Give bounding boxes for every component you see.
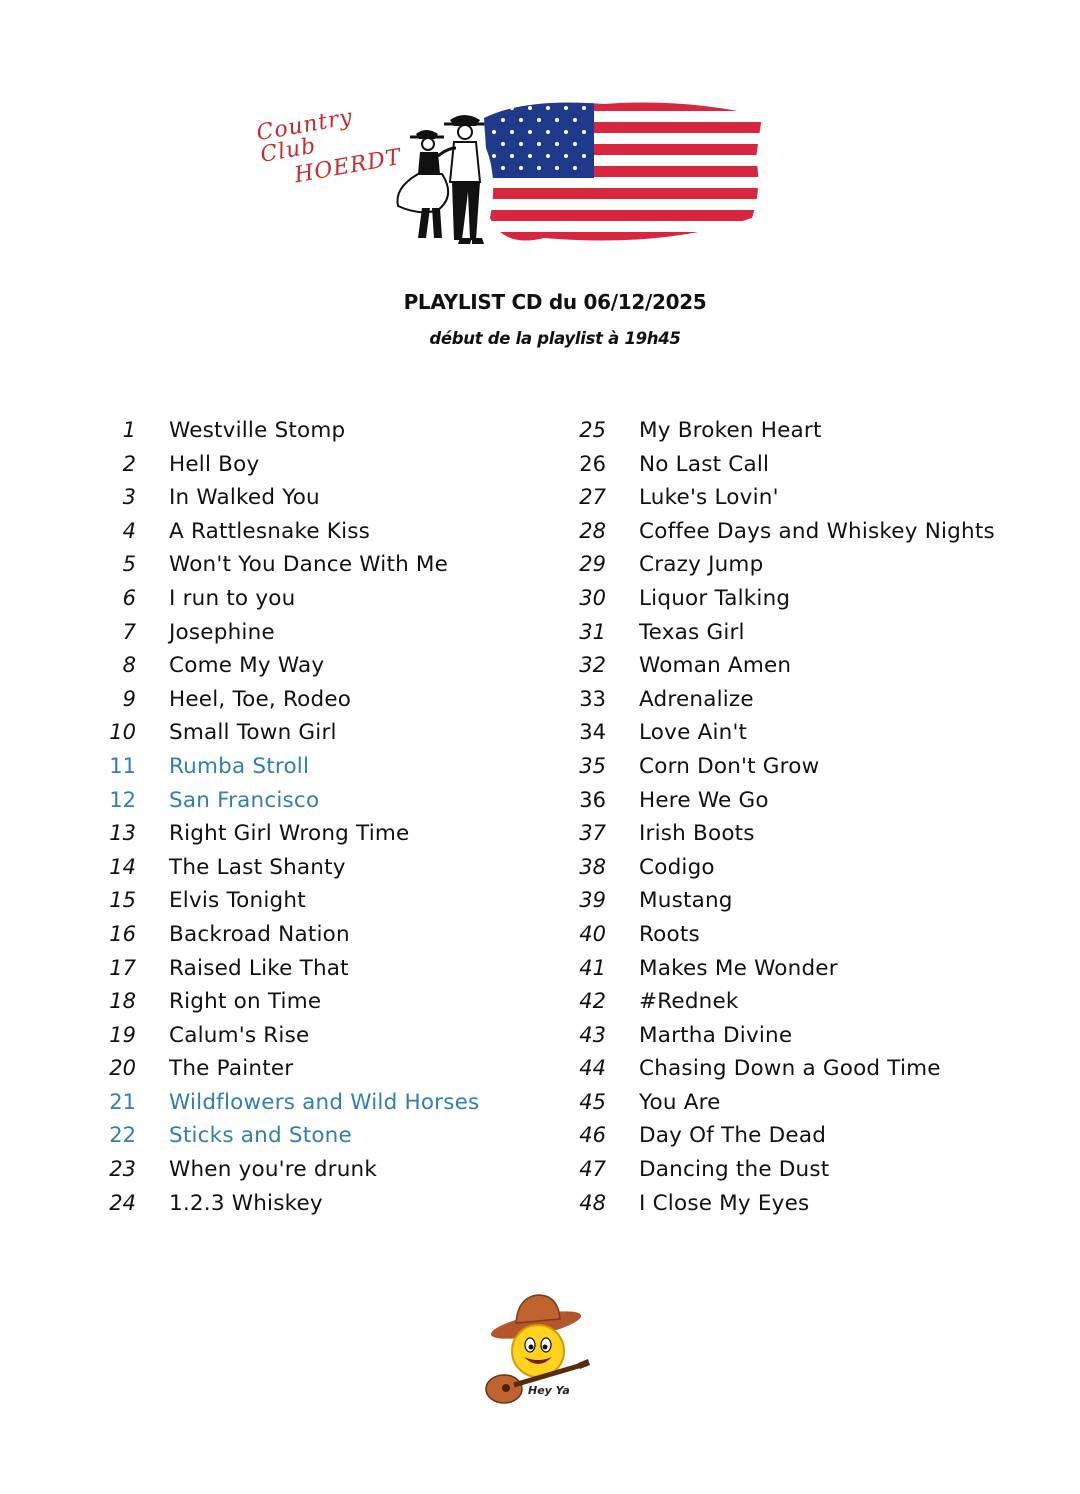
song-title: Won't You Dance With Me bbox=[169, 552, 449, 578]
track-number: 3 bbox=[122, 485, 136, 510]
track-number: 13 bbox=[109, 821, 136, 846]
playlist-row bbox=[0, 1153, 1080, 1187]
playlist-right-column bbox=[0, 414, 1080, 1220]
playlist-row bbox=[0, 851, 1080, 885]
song-title: Sticks and Stone bbox=[169, 1123, 352, 1149]
track-number: 1 bbox=[122, 418, 136, 442]
song-title: The Painter bbox=[169, 1056, 294, 1082]
track-number: 42 bbox=[579, 989, 606, 1014]
track-number: 37 bbox=[579, 821, 606, 846]
club-logo bbox=[250, 88, 770, 258]
playlist-row bbox=[0, 1019, 1080, 1053]
track-number: 14 bbox=[109, 854, 136, 879]
song-title: Here We Go bbox=[639, 787, 769, 813]
track-number: 2 bbox=[122, 451, 136, 476]
playlist-row bbox=[0, 548, 1080, 582]
song-title: Westville Stomp bbox=[169, 418, 346, 443]
track-number: 5 bbox=[122, 552, 136, 577]
song-title: Heel, Toe, Rodeo bbox=[169, 686, 352, 712]
playlist-row bbox=[0, 985, 1080, 1019]
track-number: 32 bbox=[579, 653, 606, 678]
track-number: 20 bbox=[109, 1056, 136, 1081]
track-number: 15 bbox=[109, 888, 136, 913]
playlist-row bbox=[0, 683, 1080, 717]
song-title: When you're drunk bbox=[169, 1157, 378, 1183]
song-title: Liquor Talking bbox=[639, 585, 791, 611]
playlist-row bbox=[0, 817, 1080, 851]
song-title: Mustang bbox=[639, 888, 733, 914]
playlist-row bbox=[0, 952, 1080, 986]
track-number: 45 bbox=[579, 1089, 606, 1114]
song-title: Chasing Down a Good Time bbox=[639, 1056, 941, 1082]
song-title: I Close My Eyes bbox=[639, 1190, 810, 1216]
track-number: 17 bbox=[109, 955, 136, 980]
song-title: Right on Time bbox=[169, 989, 322, 1015]
playlist-row bbox=[0, 884, 1080, 918]
track-number: 16 bbox=[109, 921, 136, 946]
song-title: My Broken Heart bbox=[639, 418, 822, 443]
page-title: PLAYLIST CD du 06/12/2025 bbox=[403, 290, 707, 314]
track-number: 40 bbox=[579, 921, 606, 946]
song-title: Dancing the Dust bbox=[639, 1157, 830, 1183]
playlist-row bbox=[0, 716, 1080, 750]
song-title: Coffee Days and Whiskey Nights bbox=[639, 518, 995, 544]
track-number: 44 bbox=[579, 1056, 606, 1081]
song-title: Codigo bbox=[639, 854, 715, 880]
song-title: Crazy Jump bbox=[639, 552, 764, 578]
playlist-row bbox=[0, 750, 1080, 784]
track-number: 8 bbox=[122, 653, 136, 678]
song-title: Rumba Stroll bbox=[169, 753, 310, 779]
song-title: Luke's Lovin' bbox=[639, 485, 779, 511]
song-title: No Last Call bbox=[639, 451, 770, 477]
song-title: Small Town Girl bbox=[169, 720, 337, 746]
track-number: 4 bbox=[122, 518, 136, 543]
track-number: 11 bbox=[109, 753, 136, 778]
song-title: Roots bbox=[639, 921, 700, 947]
song-title: Wildflowers and Wild Horses bbox=[169, 1089, 480, 1115]
playlist-row bbox=[0, 1086, 1080, 1120]
song-title: San Francisco bbox=[169, 787, 320, 813]
song-title: A Rattlesnake Kiss bbox=[169, 518, 371, 544]
song-title: Irish Boots bbox=[639, 821, 755, 847]
song-title: Right Girl Wrong Time bbox=[169, 821, 410, 847]
track-number: 34 bbox=[579, 720, 606, 745]
playlist-row bbox=[0, 616, 1080, 650]
track-number: 31 bbox=[579, 619, 606, 644]
song-title: Hell Boy bbox=[169, 451, 260, 477]
song-title: Calum's Rise bbox=[169, 1022, 310, 1048]
track-number: 46 bbox=[579, 1123, 606, 1148]
track-number: 27 bbox=[579, 485, 606, 510]
song-title: Raised Like That bbox=[169, 955, 349, 981]
track-number: 21 bbox=[109, 1089, 136, 1114]
track-number: 48 bbox=[579, 1190, 606, 1215]
playlist-row bbox=[0, 1119, 1080, 1153]
track-number: 18 bbox=[109, 989, 136, 1014]
track-number: 30 bbox=[579, 585, 606, 610]
song-title: I run to you bbox=[169, 585, 296, 611]
track-number: 6 bbox=[122, 585, 136, 610]
song-title: Elvis Tonight bbox=[169, 888, 306, 914]
playlist-row bbox=[0, 515, 1080, 549]
track-number: 39 bbox=[579, 888, 606, 913]
track-number: 7 bbox=[122, 619, 136, 644]
song-title: Love Ain't bbox=[639, 720, 748, 746]
playlist-row bbox=[0, 649, 1080, 683]
playlist-row bbox=[0, 1052, 1080, 1086]
track-number: 25 bbox=[579, 418, 606, 442]
song-title: Makes Me Wonder bbox=[639, 955, 838, 981]
song-title: Come My Way bbox=[169, 653, 325, 679]
club-name-line2: HOERDT bbox=[292, 144, 404, 189]
track-number: 36 bbox=[579, 787, 606, 812]
song-title: In Walked You bbox=[169, 485, 320, 511]
song-title: Josephine bbox=[169, 619, 275, 645]
song-title: Woman Amen bbox=[639, 653, 792, 679]
track-number: 29 bbox=[579, 552, 606, 577]
track-number: 41 bbox=[579, 955, 606, 980]
track-number: 23 bbox=[109, 1157, 136, 1182]
playlist-row bbox=[0, 784, 1080, 818]
track-number: 24 bbox=[109, 1190, 136, 1215]
song-title: Texas Girl bbox=[639, 619, 745, 645]
track-number: 10 bbox=[109, 720, 136, 745]
track-number: 22 bbox=[109, 1123, 136, 1148]
track-number: 38 bbox=[579, 854, 606, 879]
track-number: 33 bbox=[579, 686, 606, 711]
song-title: Adrenalize bbox=[639, 686, 754, 712]
track-number: 47 bbox=[579, 1157, 606, 1182]
song-title: You Are bbox=[639, 1089, 721, 1115]
track-number: 19 bbox=[109, 1022, 136, 1047]
track-number: 26 bbox=[579, 451, 606, 476]
track-number: 28 bbox=[579, 518, 606, 543]
page-subtitle: début de la playlist à 19h45 bbox=[429, 329, 681, 348]
song-title: Day Of The Dead bbox=[639, 1123, 827, 1149]
track-number: 12 bbox=[109, 787, 136, 812]
playlist-row bbox=[0, 448, 1080, 482]
playlist-row bbox=[0, 414, 1080, 448]
playlist-row bbox=[0, 1187, 1080, 1221]
usa-flag-icon bbox=[484, 98, 764, 248]
playlist-row bbox=[0, 481, 1080, 515]
mascot-caption: Hey Ya bbox=[528, 1384, 570, 1397]
song-title: Backroad Nation bbox=[169, 921, 350, 947]
track-number: 43 bbox=[579, 1022, 606, 1047]
song-title: 1.2.3 Whiskey bbox=[169, 1190, 323, 1216]
track-number: 35 bbox=[579, 753, 606, 778]
song-title: Martha Divine bbox=[639, 1022, 793, 1048]
playlist-row bbox=[0, 582, 1080, 616]
playlist-row bbox=[0, 918, 1080, 952]
song-title: #Rednek bbox=[639, 989, 739, 1015]
song-title: Corn Don't Grow bbox=[639, 753, 820, 779]
club-name-line1: Country Club bbox=[254, 104, 355, 168]
track-number: 9 bbox=[122, 686, 136, 711]
song-title: The Last Shanty bbox=[169, 854, 346, 880]
